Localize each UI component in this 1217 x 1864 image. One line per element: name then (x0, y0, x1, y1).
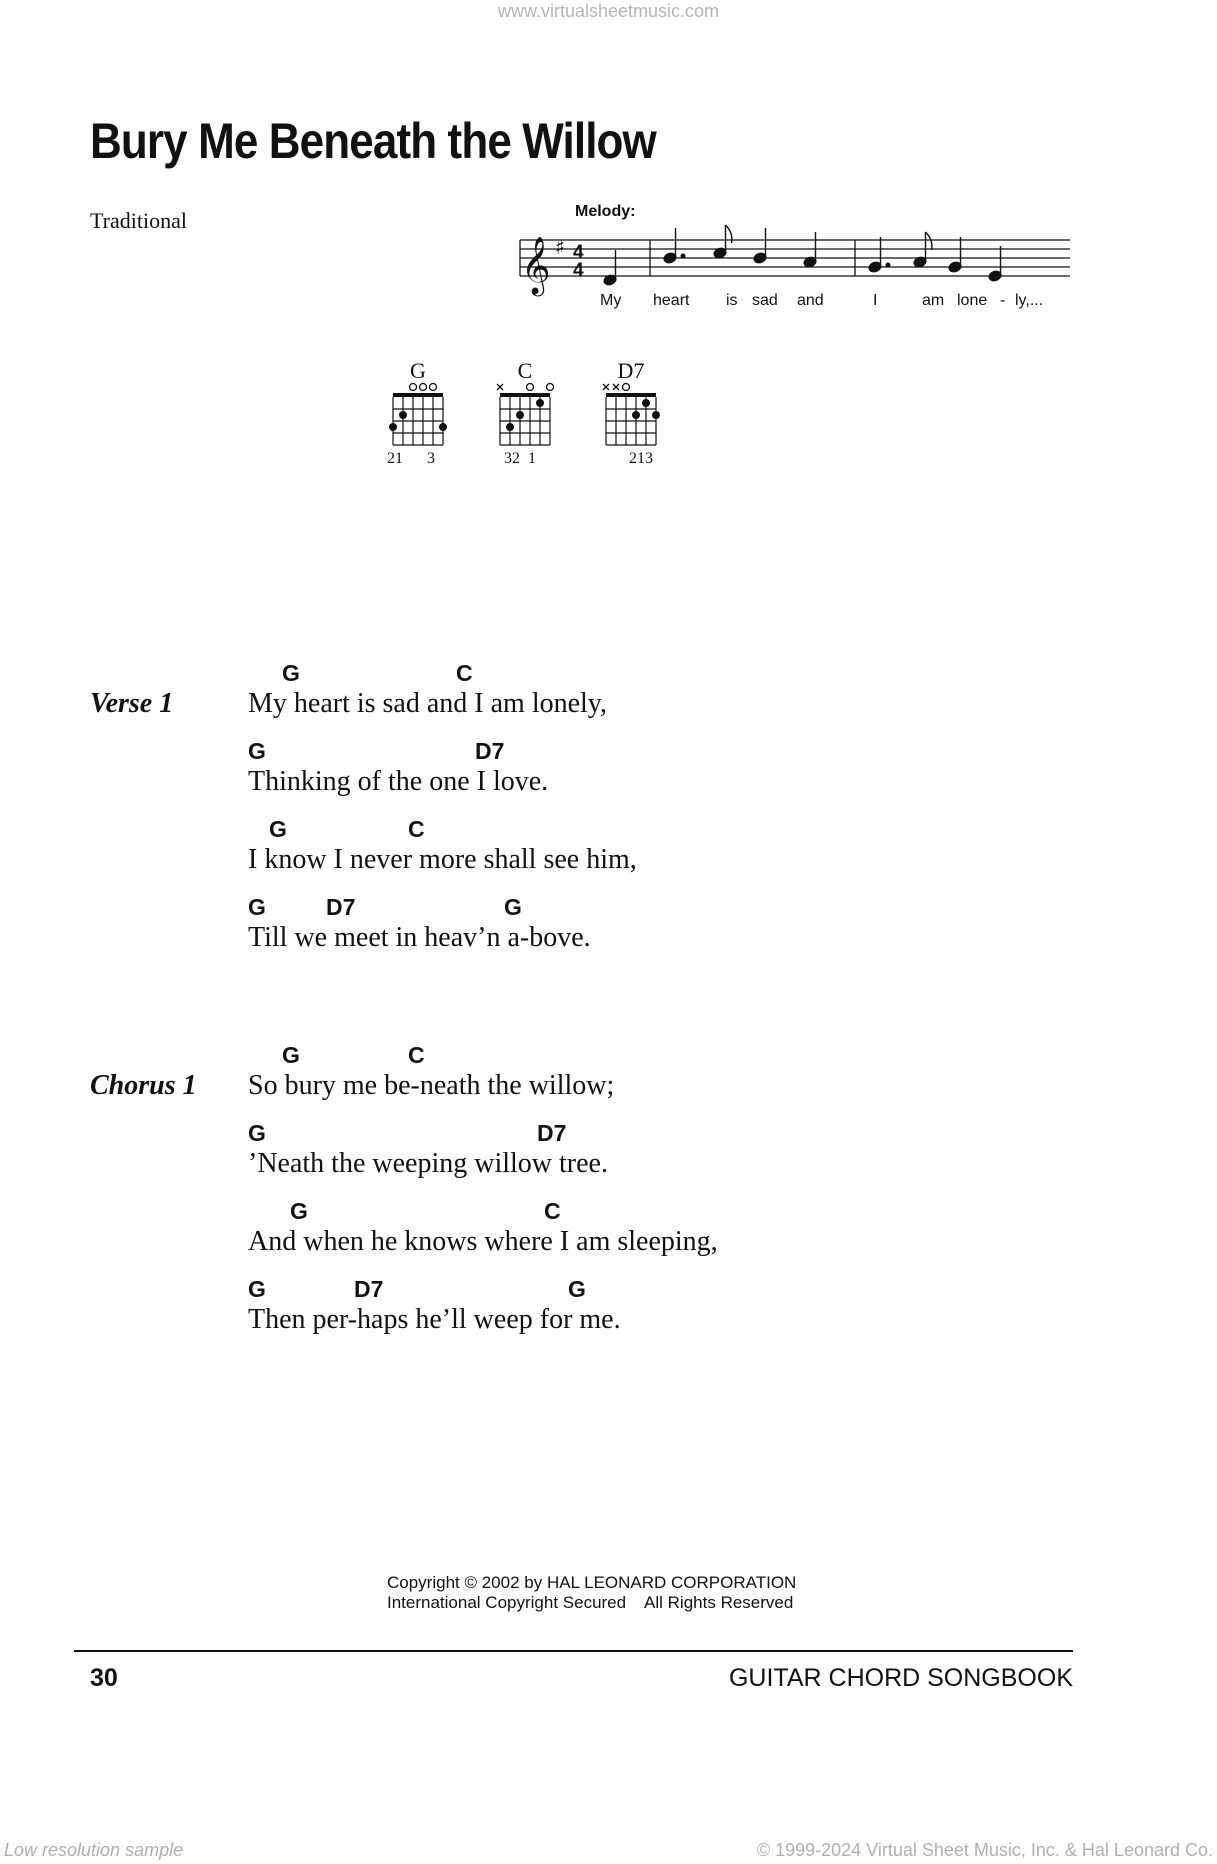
fretboard-icon (601, 380, 661, 450)
chord-diagram-name: C (517, 358, 533, 383)
watermark-bottom-left: Low resolution sample (4, 1840, 184, 1860)
song-title: Bury Me Beneath the Willow (90, 113, 656, 169)
svg-text:4: 4 (573, 260, 584, 281)
melody-staff (515, 220, 1075, 300)
finger-numbers: 213 (629, 450, 653, 467)
chord-symbol: G (282, 1042, 300, 1068)
treble-clef-icon: 𝄞 (521, 236, 551, 294)
chord-symbol: D7 (537, 1120, 567, 1146)
chord-diagram-name: D7 (617, 358, 645, 383)
melody-lyric: sad (752, 292, 778, 309)
composer: Traditional (90, 208, 187, 233)
copyright-line-1: Copyright © 2002 by HAL LEONARD CORPORATION (387, 1573, 797, 1592)
chord-symbol: C (408, 1042, 425, 1068)
chord-diagram-c (490, 358, 560, 470)
melody-lyric: My (600, 292, 622, 309)
melody-lyric: is (726, 292, 738, 309)
melody-lyric: I (873, 292, 878, 309)
chord-symbol: D7 (354, 1276, 384, 1302)
watermark-bottom-right: © 1999-2024 Virtual Sheet Music, Inc. & Hal Leonard Co. (756, 1840, 1213, 1860)
sharp-icon: ♯ (555, 235, 565, 259)
book-title: GUITAR CHORD SONGBOOK (728, 1664, 1073, 1692)
lyric-line: My heart is sad and I am lonely, (248, 688, 607, 719)
chord-symbol: G (568, 1276, 586, 1302)
lyric-line: I know I never more shall see him, (248, 844, 637, 875)
lyric-line: So bury me be-neath the willow; (248, 1070, 615, 1101)
chord-symbol: G (269, 816, 287, 842)
lyric-line: And when he knows where I am sleeping, (248, 1226, 718, 1257)
chord-symbol: D7 (475, 738, 505, 764)
melody-label: Melody: (575, 203, 636, 220)
chord-symbol: G (290, 1198, 308, 1224)
watermark-top: www.virtualsheetmusic.com (497, 1, 720, 21)
melody-lyric: - (1000, 292, 1006, 309)
lyric-line: Then per-haps he’ll weep for me. (248, 1304, 621, 1335)
melody-lyric: lone (957, 292, 988, 309)
section-label-chorus-1: Chorus 1 (90, 1070, 197, 1101)
melody-lyric: am (922, 292, 945, 309)
lyric-line: Thinking of the one I love. (248, 766, 549, 797)
chord-diagram-d7 (596, 358, 666, 470)
section-label-verse-1: Verse 1 (90, 688, 174, 719)
fretboard-icon (388, 380, 448, 450)
chord-symbol: C (408, 816, 425, 842)
chord-symbol: D7 (326, 894, 356, 920)
chord-symbol: G (282, 660, 300, 686)
chord-diagram-name: G (410, 358, 426, 383)
chord-symbol: G (248, 738, 266, 764)
chord-diagram-g (383, 358, 453, 470)
lyric-line: Till we meet in heav’n a-bove. (248, 922, 591, 953)
melody-lyric: heart (653, 292, 690, 309)
melody-lyric: ly,... (1015, 292, 1044, 309)
footer-divider (74, 1650, 1073, 1652)
svg-text:4: 4 (573, 242, 584, 263)
chord-symbol: G (248, 1120, 266, 1146)
chord-symbol: G (504, 894, 522, 920)
melody-lyric: and (797, 292, 824, 309)
page-number: 30 (90, 1664, 118, 1692)
chord-symbol: G (248, 1276, 266, 1302)
chord-symbol: C (544, 1198, 561, 1224)
copyright-line-2: International Copyright Secured All Rights Reserved (387, 1593, 794, 1612)
fretboard-icon (495, 380, 555, 450)
lyric-line: ’Neath the weeping willow tree. (248, 1148, 608, 1179)
finger-numbers: 32 1 (504, 450, 536, 467)
chord-symbol: G (248, 894, 266, 920)
chord-symbol: C (456, 660, 473, 686)
finger-numbers: 21 3 (387, 450, 435, 467)
